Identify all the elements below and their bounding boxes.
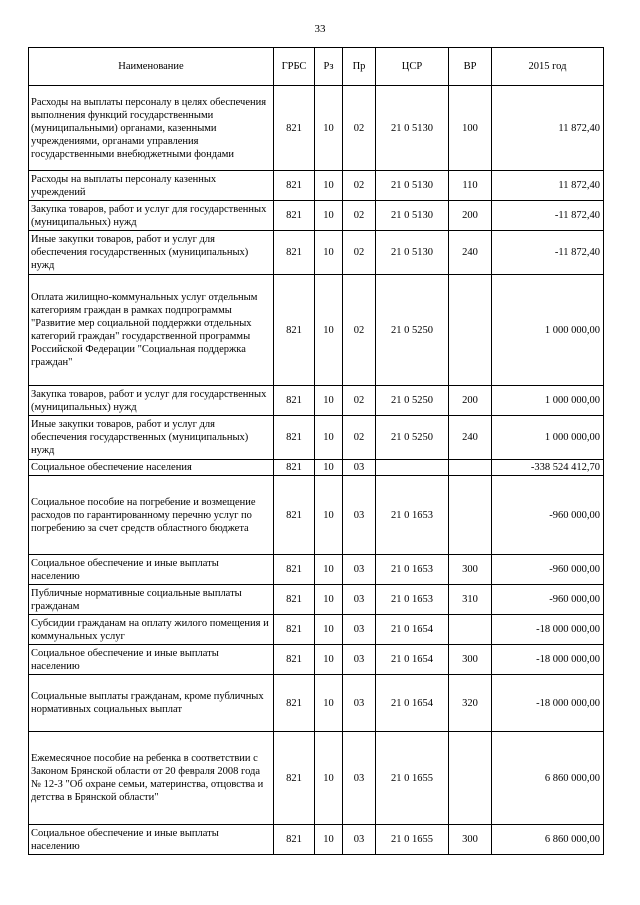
cell-rz: 10	[315, 201, 343, 231]
cell-pr: 03	[343, 460, 376, 476]
cell-csr: 21 0 1654	[376, 675, 449, 732]
cell-name: Социальное обеспечение и иные выплаты населению	[29, 825, 274, 855]
cell-pr: 03	[343, 476, 376, 555]
cell-vr: 310	[449, 585, 492, 615]
cell-name: Социальное обеспечение и иные выплаты населению	[29, 555, 274, 585]
table-header-row	[29, 48, 604, 86]
cell-grbs: 821	[274, 555, 315, 585]
cell-csr: 21 0 5250	[376, 416, 449, 460]
cell-rz: 10	[315, 675, 343, 732]
cell-pr: 03	[343, 675, 376, 732]
cell-csr: 21 0 1655	[376, 825, 449, 855]
header-vr: ВР	[449, 48, 492, 86]
cell-pr: 02	[343, 201, 376, 231]
cell-name: Субсидии гражданам на оплату жилого помещения и коммунальных услуг	[29, 615, 274, 645]
cell-rz: 10	[315, 386, 343, 416]
cell-amount: -11 872,40	[492, 201, 604, 231]
header-name: Наименование	[29, 48, 274, 86]
cell-vr: 200	[449, 386, 492, 416]
cell-grbs: 821	[274, 476, 315, 555]
cell-pr: 02	[343, 416, 376, 460]
cell-name: Социальное обеспечение и иные выплаты населению	[29, 645, 274, 675]
cell-amount: 6 860 000,00	[492, 825, 604, 855]
cell-name: Ежемесячное пособие на ребенка в соответствии с Законом Брянской области от 20 февраля 2008 года № 12-З "Об охране семьи, материнства, отцовства и детства в Брянской области"	[29, 732, 274, 825]
cell-amount: 11 872,40	[492, 171, 604, 201]
cell-grbs: 821	[274, 645, 315, 675]
cell-vr: 110	[449, 171, 492, 201]
cell-rz: 10	[315, 732, 343, 825]
cell-amount: -338 524 412,70	[492, 460, 604, 476]
table-row	[29, 732, 604, 825]
cell-rz: 10	[315, 615, 343, 645]
cell-amount: 11 872,40	[492, 86, 604, 171]
cell-rz: 10	[315, 86, 343, 171]
cell-name: Закупка товаров, работ и услуг для государственных (муниципальных) нужд	[29, 386, 274, 416]
cell-csr: 21 0 1654	[376, 645, 449, 675]
cell-csr: 21 0 5130	[376, 86, 449, 171]
cell-grbs: 821	[274, 460, 315, 476]
table-row	[29, 201, 604, 231]
table-row	[29, 675, 604, 732]
budget-table	[28, 47, 604, 855]
header-year: 2015 год	[492, 48, 604, 86]
cell-vr: 240	[449, 231, 492, 275]
cell-amount: -18 000 000,00	[492, 645, 604, 675]
cell-rz: 10	[315, 275, 343, 386]
cell-name: Иные закупки товаров, работ и услуг для обеспечения государственных (муниципальных) нужд	[29, 416, 274, 460]
cell-rz: 10	[315, 460, 343, 476]
cell-grbs: 821	[274, 732, 315, 825]
cell-pr: 02	[343, 275, 376, 386]
cell-csr: 21 0 5130	[376, 201, 449, 231]
cell-rz: 10	[315, 645, 343, 675]
cell-pr: 02	[343, 86, 376, 171]
cell-vr	[449, 460, 492, 476]
cell-amount: 1 000 000,00	[492, 386, 604, 416]
table-row	[29, 171, 604, 201]
cell-vr: 100	[449, 86, 492, 171]
cell-pr: 03	[343, 615, 376, 645]
cell-vr: 240	[449, 416, 492, 460]
cell-csr: 21 0 1655	[376, 732, 449, 825]
table-row	[29, 585, 604, 615]
cell-csr: 21 0 5250	[376, 386, 449, 416]
cell-vr: 320	[449, 675, 492, 732]
cell-amount: 1 000 000,00	[492, 275, 604, 386]
cell-vr	[449, 275, 492, 386]
cell-pr: 02	[343, 171, 376, 201]
cell-vr: 300	[449, 555, 492, 585]
cell-csr: 21 0 5130	[376, 231, 449, 275]
table-row	[29, 275, 604, 386]
cell-vr: 300	[449, 645, 492, 675]
cell-amount: -960 000,00	[492, 476, 604, 555]
cell-vr: 200	[449, 201, 492, 231]
cell-rz: 10	[315, 585, 343, 615]
cell-pr: 03	[343, 645, 376, 675]
cell-amount: -18 000 000,00	[492, 615, 604, 645]
cell-name: Социальные выплаты гражданам, кроме публичных нормативных социальных выплат	[29, 675, 274, 732]
cell-name: Закупка товаров, работ и услуг для государственных (муниципальных) нужд	[29, 201, 274, 231]
cell-csr	[376, 460, 449, 476]
table-row	[29, 645, 604, 675]
cell-pr: 03	[343, 555, 376, 585]
table-body	[29, 86, 604, 855]
cell-name: Социальное пособие на погребение и возмещение расходов по гарантированному перечню услуг по погребению за счет средств областного бюджета	[29, 476, 274, 555]
cell-grbs: 821	[274, 675, 315, 732]
table-row	[29, 825, 604, 855]
cell-csr: 21 0 5250	[376, 275, 449, 386]
cell-name: Иные закупки товаров, работ и услуг для обеспечения государственных (муниципальных) нужд	[29, 231, 274, 275]
cell-vr: 300	[449, 825, 492, 855]
cell-amount: -18 000 000,00	[492, 675, 604, 732]
table-row	[29, 555, 604, 585]
cell-csr: 21 0 1654	[376, 615, 449, 645]
cell-csr: 21 0 1653	[376, 555, 449, 585]
cell-name: Социальное обеспечение населения	[29, 460, 274, 476]
cell-rz: 10	[315, 231, 343, 275]
cell-grbs: 821	[274, 825, 315, 855]
cell-grbs: 821	[274, 386, 315, 416]
cell-csr: 21 0 1653	[376, 585, 449, 615]
table-row	[29, 615, 604, 645]
page-number: 33	[314, 23, 326, 35]
cell-grbs: 821	[274, 86, 315, 171]
cell-rz: 10	[315, 416, 343, 460]
table-row	[29, 416, 604, 460]
header-grbs: ГРБС	[274, 48, 315, 86]
cell-amount: 1 000 000,00	[492, 416, 604, 460]
cell-pr: 02	[343, 231, 376, 275]
cell-vr	[449, 615, 492, 645]
cell-amount: -960 000,00	[492, 555, 604, 585]
table-row	[29, 386, 604, 416]
cell-grbs: 821	[274, 416, 315, 460]
cell-rz: 10	[315, 171, 343, 201]
header-csr: ЦСР	[376, 48, 449, 86]
cell-rz: 10	[315, 825, 343, 855]
cell-pr: 03	[343, 585, 376, 615]
cell-name: Расходы на выплаты персоналу казенных учреждений	[29, 171, 274, 201]
table-row	[29, 86, 604, 171]
cell-amount: -960 000,00	[492, 585, 604, 615]
cell-amount: -11 872,40	[492, 231, 604, 275]
cell-grbs: 821	[274, 615, 315, 645]
cell-pr: 03	[343, 732, 376, 825]
cell-pr: 03	[343, 825, 376, 855]
table-row	[29, 460, 604, 476]
table-row	[29, 476, 604, 555]
cell-vr	[449, 476, 492, 555]
cell-amount: 6 860 000,00	[492, 732, 604, 825]
header-rz: Рз	[315, 48, 343, 86]
cell-name: Публичные нормативные социальные выплаты гражданам	[29, 585, 274, 615]
cell-pr: 02	[343, 386, 376, 416]
cell-grbs: 821	[274, 275, 315, 386]
table-row	[29, 231, 604, 275]
cell-grbs: 821	[274, 585, 315, 615]
cell-grbs: 821	[274, 231, 315, 275]
cell-name: Оплата жилищно-коммунальных услуг отдельным категориям граждан в рамках подпрограммы "Развитие мер социальной поддержки отдельных категорий граждан" государственной программы Российской Федерации "Социальная поддержка граждан"	[29, 275, 274, 386]
cell-vr	[449, 732, 492, 825]
cell-name: Расходы на выплаты персоналу в целях обеспечения выполнения функций государственными (муниципальными) органами, казенными учреждениями, органами управления государственными внебюджетными фондами	[29, 86, 274, 171]
header-pr: Пр	[343, 48, 376, 86]
cell-csr: 21 0 1653	[376, 476, 449, 555]
cell-rz: 10	[315, 555, 343, 585]
cell-rz: 10	[315, 476, 343, 555]
cell-grbs: 821	[274, 171, 315, 201]
cell-grbs: 821	[274, 201, 315, 231]
cell-csr: 21 0 5130	[376, 171, 449, 201]
